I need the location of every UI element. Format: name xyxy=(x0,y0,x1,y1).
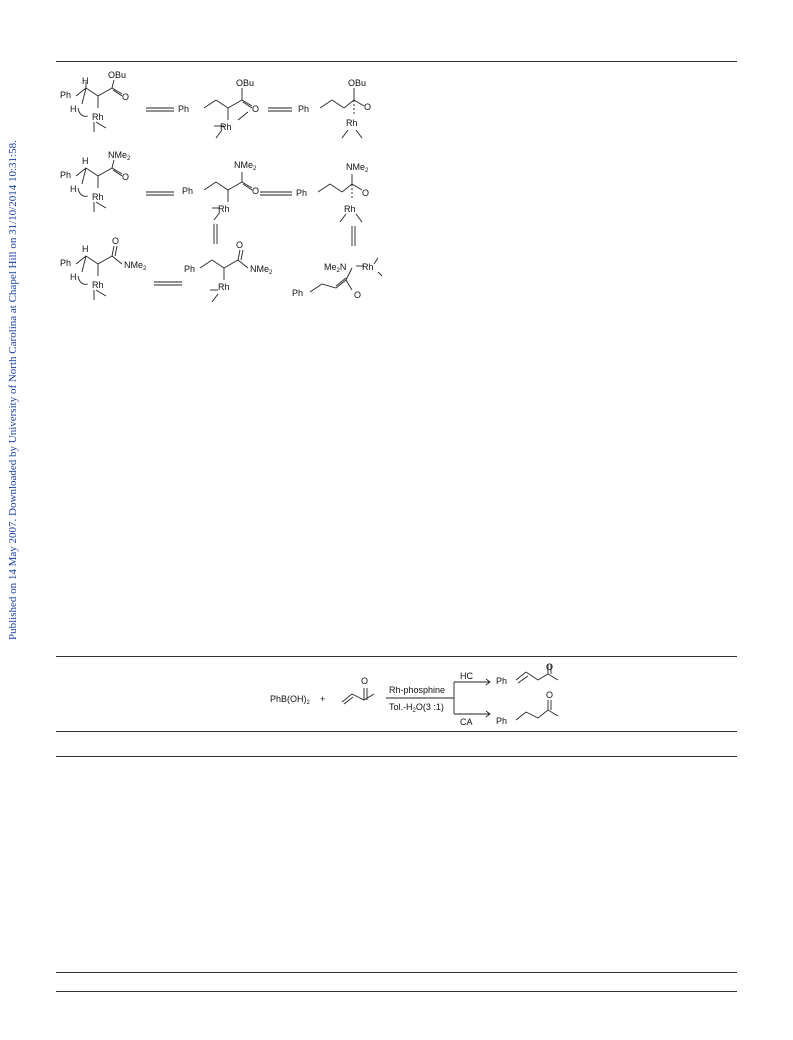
svg-text:PhB(OH)2 xyxy=(270,694,311,706)
amide-label: NMe xyxy=(346,162,366,172)
o-label: O xyxy=(252,186,260,196)
o-label: O xyxy=(122,92,130,102)
table-rule-2 xyxy=(56,756,737,757)
ph-label: Ph xyxy=(496,676,508,686)
o-label: O xyxy=(546,690,554,700)
h-label: H xyxy=(70,184,77,194)
o-label: O xyxy=(252,104,260,114)
svg-text:NMe2 xyxy=(234,160,257,172)
subscript: 2 xyxy=(412,708,416,714)
plus-sign: + xyxy=(320,694,326,704)
rh-label: Rh xyxy=(92,192,104,202)
ph-label: Ph xyxy=(178,104,190,114)
o-label: O xyxy=(122,172,130,182)
ester-label: OBu xyxy=(236,78,255,88)
h-label: H xyxy=(82,244,89,254)
subscript: 2 xyxy=(336,268,340,274)
ester-label: OBu xyxy=(108,70,127,80)
rh-label: Rh xyxy=(344,204,356,214)
download-note-text: Published on 14 May 2007. Downloaded by University of North Carolina at Chapel Hill on 31/10/2014 10:31:58. xyxy=(7,140,19,640)
rh-label: Rh xyxy=(92,112,104,122)
ph-label: Ph xyxy=(292,288,304,298)
table-rule-1 xyxy=(56,731,737,732)
amide-label: NMe xyxy=(108,150,128,160)
subscript: 2 xyxy=(143,266,147,272)
ph-label: Ph xyxy=(298,104,310,114)
solvent-label: O(3 :1) xyxy=(415,702,444,712)
h-label: H xyxy=(70,272,77,282)
subscript: 2 xyxy=(127,156,131,162)
scheme-top-rule xyxy=(56,656,737,657)
table-rule-3 xyxy=(56,972,737,973)
reagent-label: Rh-phosphine xyxy=(389,685,446,695)
reaction-scheme xyxy=(260,662,560,728)
hc-label: HC xyxy=(460,671,473,681)
table-rule-4 xyxy=(56,991,737,992)
ph-label: Ph xyxy=(182,186,194,196)
h-label: H xyxy=(70,104,77,114)
svg-text:Me2N xyxy=(324,262,346,274)
h-label: H xyxy=(82,76,89,86)
ph-label: Ph xyxy=(60,258,72,268)
ester-label: OBu xyxy=(348,78,367,88)
ca-label: CA xyxy=(460,717,473,727)
o-label: O xyxy=(362,188,370,198)
o-label: O xyxy=(361,676,369,686)
top-rule xyxy=(56,61,737,62)
svg-text:NMe2 xyxy=(250,264,273,276)
reactant-label: PhB(OH) xyxy=(270,694,307,704)
o-label: O xyxy=(354,290,362,300)
o-label: O xyxy=(236,240,244,250)
ph-label: Ph xyxy=(184,264,196,274)
me2n-tail: N xyxy=(339,262,347,272)
amide-label: NMe xyxy=(234,160,254,170)
amide-label: NMe xyxy=(250,264,270,274)
svg-text:NMe2 xyxy=(346,162,369,174)
solvent-label: Tol.-H xyxy=(389,702,413,712)
subscript: 2 xyxy=(269,270,273,276)
subscript: 2 xyxy=(306,700,310,706)
rh-label: Rh xyxy=(218,204,230,214)
rh-label: Rh xyxy=(220,122,232,132)
o-label: O xyxy=(112,236,120,246)
ph-label: Ph xyxy=(496,716,508,726)
subscript: 2 xyxy=(365,168,369,174)
rh-label: Rh xyxy=(346,118,358,128)
amide-label: NMe xyxy=(124,260,144,270)
me2n-label: Me xyxy=(324,262,337,272)
svg-text:Tol.-H2O(3 :1) xyxy=(389,702,444,714)
rh-label: Rh xyxy=(218,282,230,292)
ph-label: Ph xyxy=(60,90,72,100)
o-label: O xyxy=(546,662,554,672)
rh-label: Rh xyxy=(362,262,374,272)
rh-label: Rh xyxy=(92,280,104,290)
o-label: O xyxy=(364,102,372,112)
h-label: H xyxy=(82,156,89,166)
mechanism-figure xyxy=(56,68,386,320)
ph-label: Ph xyxy=(296,188,308,198)
ph-label: Ph xyxy=(60,170,72,180)
svg-text:NMe2 xyxy=(124,260,147,272)
svg-text:NMe2 xyxy=(108,150,131,162)
subscript: 2 xyxy=(253,166,257,172)
